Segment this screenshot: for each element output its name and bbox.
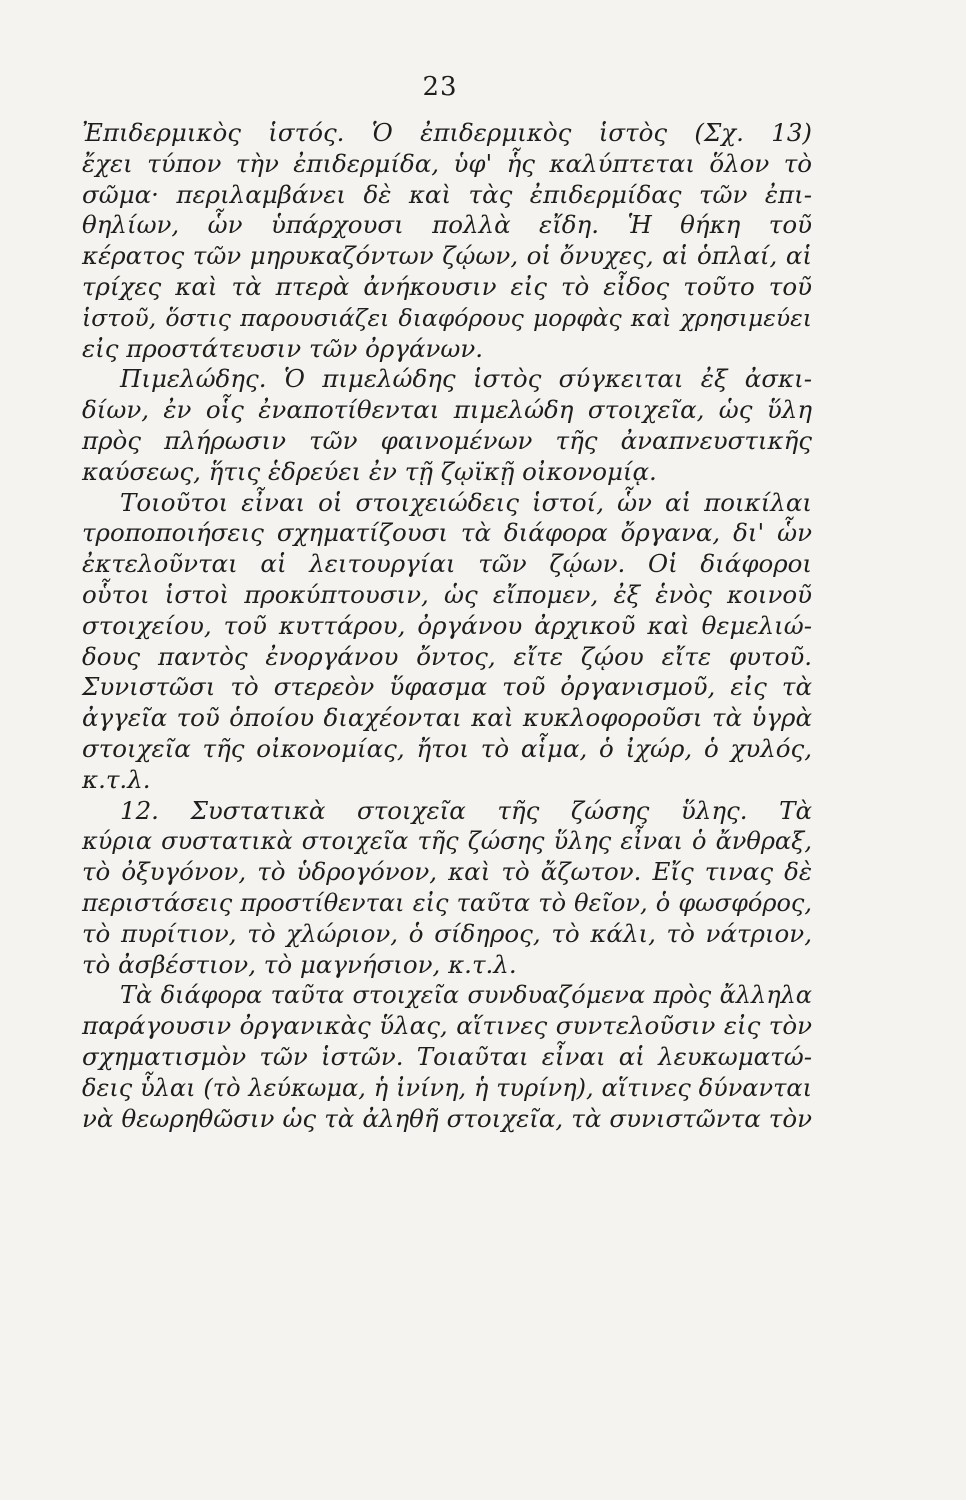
text-line: εἰς προστάτευσιν τῶν ὀργάνων. <box>82 333 484 363</box>
text-line: καύσεως, ἥτις ἑδρεύει ἐν τῇ ζῳϊκῇ οἰκονομίᾳ. <box>82 456 657 486</box>
text-line: Τοιοῦτοι εἶναι οἱ στοιχειώδεις ἱστοί, ὧν αἱ ποικίλαι <box>120 487 812 517</box>
text-line: τὸ ἀσβέστιον, τὸ μαγνήσιον, κ.τ.λ. <box>82 949 517 979</box>
text-line: κύρια συστατικὰ στοιχεῖα τῆς ζώσης ὕλης εἶναι ὁ ἄνθραξ, <box>82 827 812 856</box>
text-line: τὸ πυρίτιον, τὸ χλώριον, ὁ σίδηρος, τὸ κάλι, τὸ νάτριον, <box>82 918 812 948</box>
text-line: θηλίων, ὧν ὑπάρχουσι πολλὰ εἴδη. Ἡ θήκη τοῦ <box>82 210 812 240</box>
text-line: ἀγγεῖα τοῦ ὁποίου διαχέονται καὶ κυκλοφοροῦσι τὰ ὑγρὰ <box>82 703 812 733</box>
text-line: τρίχες καὶ τὰ πτερὰ ἀνήκουσιν εἰς τὸ εἶδος τοῦτο τοῦ <box>82 271 812 301</box>
text-line: 12. Συστατικὰ στοιχεῖα τῆς ζώσης ὕλης. Τὰ <box>120 795 812 825</box>
text-line: περιστάσεις προστίθενται εἰς ταῦτα τὸ θεῖον, ὁ φωσφόρος, <box>82 888 812 917</box>
text-line: Ἐπιδερμικὸς ἱστός. Ὁ ἐπιδερμικὸς ἱστὸς (Σχ. 13) <box>82 118 812 147</box>
text-line: ἔχει τύπον τὴν ἐπιδερμίδα, ὑφ' ἧς καλύπτεται ὅλον τὸ <box>82 148 812 178</box>
text-line: τροποποιήσεις σχηματίζουσι τὰ διάφορα ὄργανα, δι' ὧν <box>82 518 812 548</box>
text-line: δους παντὸς ἐνοργάνου ὄντος, εἴτε ζῴου εἴτε φυτοῦ. <box>82 641 812 671</box>
text-line: νὰ θεωρηθῶσιν ὡς τὰ ἀληθῆ στοιχεῖα, τὰ συνιστῶντα τὸν <box>82 1103 812 1133</box>
text-line: Συνιστῶσι τὸ στερεὸν ὕφασμα τοῦ ὀργανισμοῦ, εἰς τὰ <box>82 672 812 702</box>
text-line: παράγουσιν ὀργανικὰς ὕλας, αἵτινες συντελοῦσιν εἰς τὸν <box>82 1011 812 1041</box>
text-line: πρὸς πλήρωσιν τῶν φαινομένων τῆς ἀναπνευστικῆς <box>82 425 812 455</box>
text-line: σχηματισμὸν τῶν ἱστῶν. Τοιαῦται εἶναι αἱ λευκωματώ- <box>82 1041 812 1071</box>
text-line: ἐκτελοῦνται αἱ λειτουργίαι τῶν ζῴων. Οἱ διάφοροι <box>82 549 812 579</box>
text-line: κέρατος τῶν μηρυκαζόντων ζῴων, οἱ ὄνυχες, αἱ ὁπλαί, αἱ <box>82 241 812 271</box>
text-line: Πιμελώδης. Ὁ πιμελώδης ἱστὸς σύγκειται ἐξ ἀσκι- <box>120 364 812 394</box>
text-line: στοιχεῖα τῆς οἰκονομίας, ἤτοι τὸ αἷμα, ὁ ἰχώρ, ὁ χυλός, <box>82 733 812 763</box>
body-text <box>82 118 812 1134</box>
text-line: οὗτοι ἱστοὶ προκύπτουσιν, ὡς εἴπομεν, ἐξ ἑνὸς κοινοῦ <box>82 579 812 609</box>
text-line: δίων, ἐν οἷς ἐναποτίθενται πιμελώδη στοιχεῖα, ὡς ὕλη <box>82 395 812 425</box>
text-line: τὸ ὀξυγόνον, τὸ ὑδρογόνον, καὶ τὸ ἄζωτον. Εἴς τινας δὲ <box>82 857 812 887</box>
text-line: σῶμα· περιλαμβάνει δὲ καὶ τὰς ἐπιδερμίδας τῶν ἐπι- <box>82 179 812 209</box>
page-number: 23 <box>422 72 458 102</box>
text-line: δεις ὗλαι (τὸ λεύκωμα, ἡ ἰνίνη, ἡ τυρίνη), αἵτινες δύνανται <box>82 1073 812 1102</box>
text-line: στοιχείου, τοῦ κυττάρου, ὀργάνου ἀρχικοῦ καὶ θεμελιώ- <box>82 610 812 640</box>
text-line: ἱστοῦ, ὅστις παρουσιάζει διαφόρους μορφὰς καὶ χρησιμεύει <box>82 303 812 332</box>
text-line: Τὰ διάφορα ταῦτα στοιχεῖα συνδυαζόμενα πρὸς ἄλληλα <box>120 981 812 1010</box>
text-line: κ.τ.λ. <box>82 764 151 794</box>
